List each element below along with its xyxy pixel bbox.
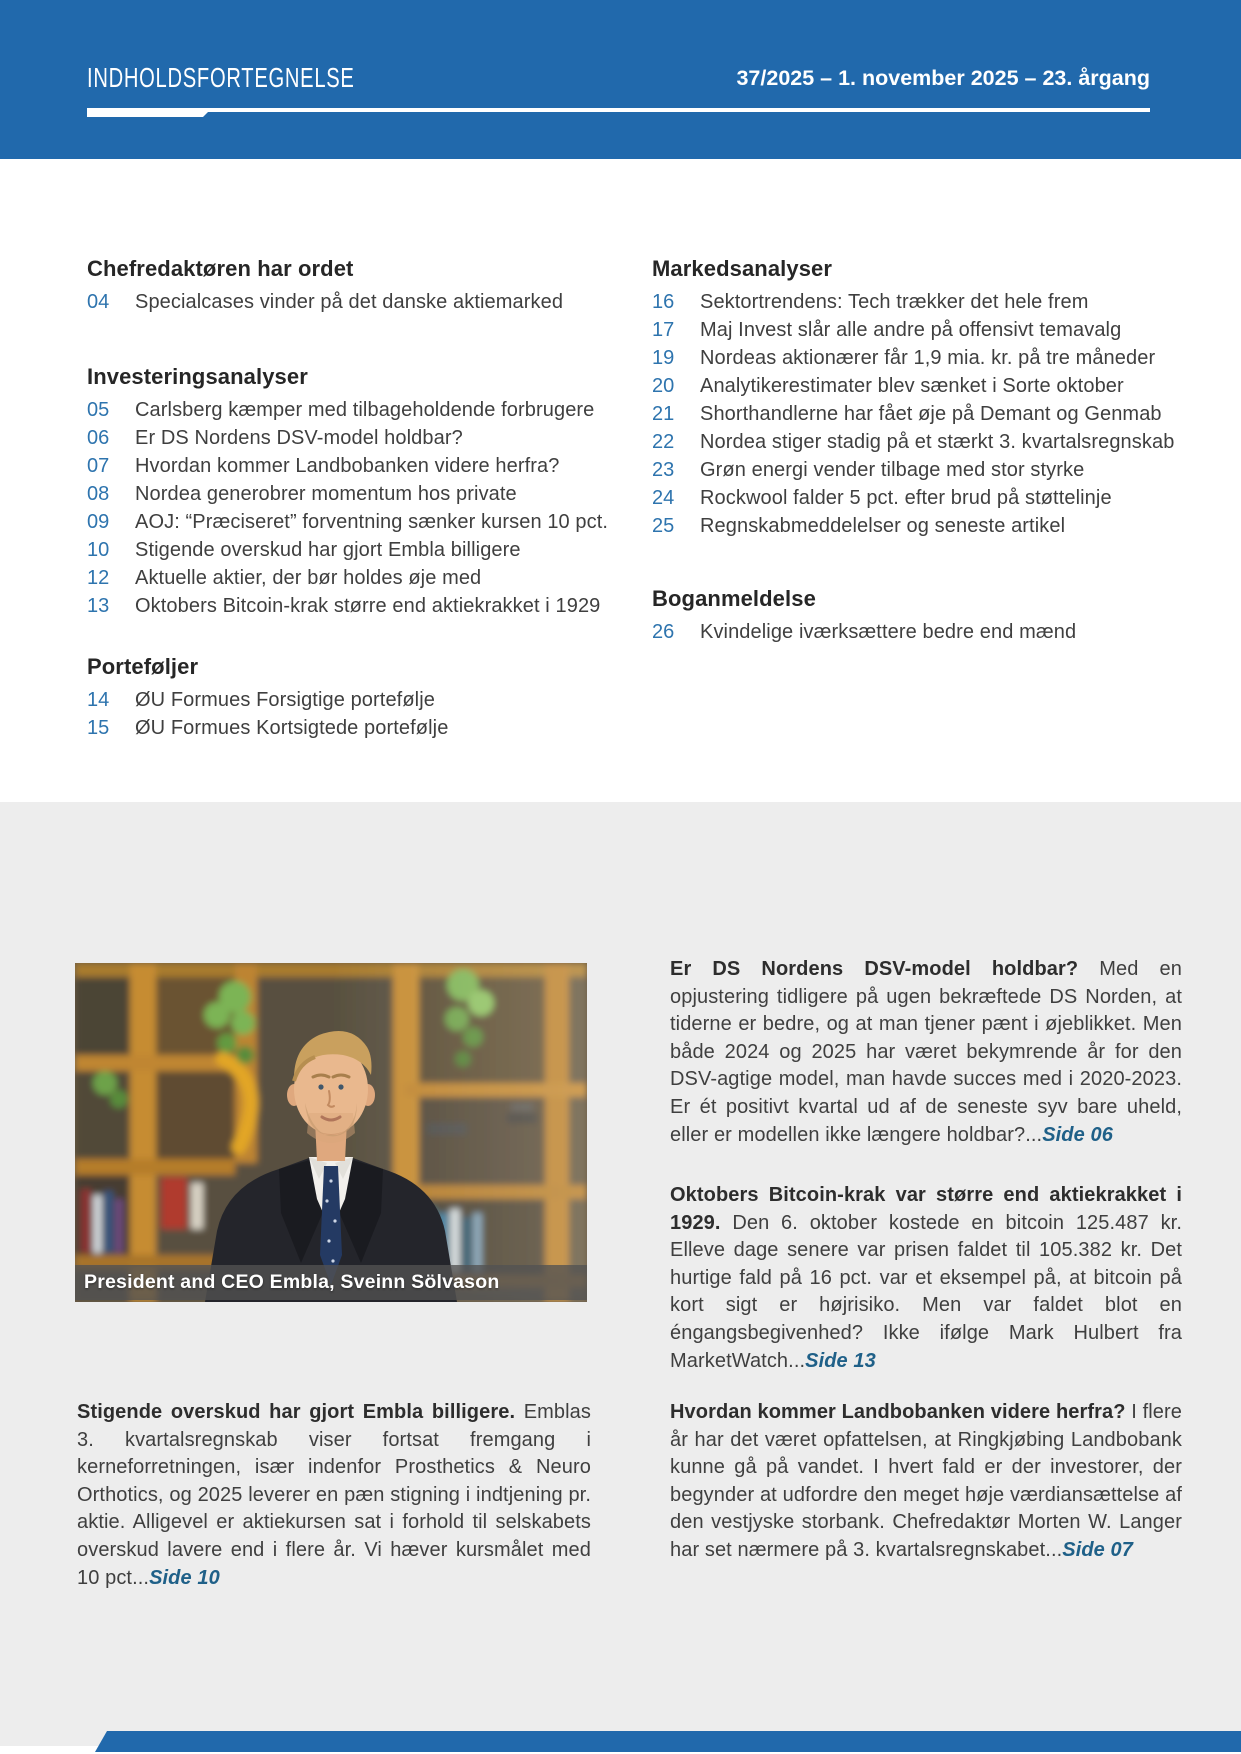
toc-entry-page: 20 bbox=[652, 375, 675, 397]
toc-entry-page: 06 bbox=[87, 427, 110, 449]
toc-entry[interactable] bbox=[87, 564, 632, 592]
teaser-bitcoin-krak bbox=[670, 1182, 1182, 1375]
toc-section-markedsanalyser bbox=[652, 256, 1197, 540]
teaser-ds-norden bbox=[670, 956, 1182, 1149]
toc-entry[interactable] bbox=[87, 480, 632, 508]
toc-entry[interactable] bbox=[652, 512, 1197, 540]
photo-caption: President and CEO Embla, Sveinn Sölvason bbox=[75, 1265, 587, 1300]
toc-entry-page: 16 bbox=[652, 291, 675, 313]
teaser-body: Emblas 3. kvartalsregnskab viser fortsat fremgang i kerneforretningen, især indenfor Prosthetics & Neuro Orthotics, og 2025 leverer en pæn stigning i indtjening pr. aktie. Alligevel er aktiekursen sat i forhold til selskabets overskud lavere end i flere år. Vi hæver kursmålet med 10 pct... bbox=[77, 1401, 591, 1589]
toc-entry-page: 22 bbox=[652, 431, 675, 453]
page-title: INDHOLDSFORTEGNELSE bbox=[87, 62, 355, 93]
toc-entry-title: Maj Invest slår alle andre på offensivt temavalg bbox=[700, 319, 1122, 341]
toc-entry-page: 17 bbox=[652, 319, 675, 341]
header-rule-accent bbox=[87, 108, 212, 117]
toc-section-heading: Porteføljer bbox=[87, 654, 199, 679]
toc-entry-title: Nordea stiger stadig på et stærkt 3. kvartalsregnskab bbox=[700, 431, 1175, 453]
toc-entry-title: AOJ: “Præciseret” forventning sænker kursen 10 pct. bbox=[135, 511, 609, 533]
toc-entry[interactable] bbox=[87, 686, 632, 714]
toc-entry[interactable] bbox=[87, 452, 632, 480]
toc-entry-title: Nordeas aktionærer får 1,9 mia. kr. på tre måneder bbox=[700, 347, 1156, 369]
toc-entry[interactable] bbox=[652, 372, 1197, 400]
toc-entry-page: 15 bbox=[87, 717, 110, 739]
header-band bbox=[0, 0, 1241, 159]
portrait-illustration bbox=[75, 963, 587, 1302]
teaser-page-ref[interactable]: Side 13 bbox=[805, 1349, 876, 1372]
teaser-lead: Stigende overskud har gjort Embla billigere. bbox=[77, 1401, 516, 1423]
toc-entry-title: Specialcases vinder på det danske aktiemarked bbox=[135, 291, 564, 313]
toc-entry[interactable] bbox=[652, 484, 1197, 512]
toc-entry-page: 24 bbox=[652, 487, 675, 509]
toc-entry-title: Oktobers Bitcoin-krak større end aktiekrakket i 1929 bbox=[135, 595, 601, 617]
toc-entry-title: Er DS Nordens DSV-model holdbar? bbox=[135, 427, 463, 449]
toc-entry-page: 10 bbox=[87, 539, 110, 561]
toc-entry[interactable] bbox=[652, 344, 1197, 372]
toc-section-heading: Chefredaktøren har ordet bbox=[87, 256, 354, 281]
toc-entry[interactable] bbox=[652, 316, 1197, 344]
toc-entry-title: Rockwool falder 5 pct. efter brud på støttelinje bbox=[700, 487, 1112, 509]
issue-info: 37/2025 – 1. november 2025 – 23. årgang bbox=[736, 66, 1150, 90]
toc-entry-page: 08 bbox=[87, 483, 110, 505]
toc-section-portefoljer bbox=[87, 654, 632, 742]
toc-right-column bbox=[652, 256, 1197, 646]
teaser-lead: Oktobers Bitcoin-krak var større end aktiekrakket i 1929. bbox=[670, 1184, 1182, 1234]
toc-entry-title: Regnskabmeddelelser og seneste artikel bbox=[700, 515, 1066, 537]
toc-entry-page: 04 bbox=[87, 291, 110, 313]
toc-entry-title: Sektortrendens: Tech trækker det hele frem bbox=[700, 291, 1089, 313]
toc-section-investeringsanalyser bbox=[87, 364, 632, 620]
toc-entry-page: 12 bbox=[87, 567, 110, 589]
teaser-body: Med en opjustering tidligere på ugen bekræftede DS Norden, at tiderne er bedre, og at man tjener pænt i øjeblikket. Men både 2024 og 2025 har været bekymrende år for den DSV-agtige model, man havde succes med i 2020-2023. Er ét positivt kvartal ud af de seneste syv bare uheld, eller er modellen ikke længere holdbar?... bbox=[670, 958, 1182, 1146]
teaser-lead: Er DS Nordens DSV-model holdbar? bbox=[670, 958, 1079, 980]
teaser-body: I flere år har det været opfattelsen, at Ringkjøbing Landbobank kunne gå på vandet. I hvert fald er der investorer, der begynder at udfordre den meget høje værdiansættelse af den vestjyske storbank. Chefredaktør Morten W. Langer har set nærmere på 3. kvartalsregnskabet... bbox=[670, 1401, 1182, 1561]
toc-entry[interactable] bbox=[652, 428, 1197, 456]
toc-section-heading: Boganmeldelse bbox=[652, 586, 816, 611]
toc-entry-page: 19 bbox=[652, 347, 675, 369]
toc-entry-title: Shorthandlerne har fået øje på Demant og Genmab bbox=[700, 403, 1162, 425]
toc-entry[interactable] bbox=[652, 400, 1197, 428]
toc-left-column bbox=[87, 256, 632, 742]
toc-entry-page: 23 bbox=[652, 459, 675, 481]
toc-entry[interactable] bbox=[652, 288, 1197, 316]
teaser-lead: Hvordan kommer Landbobanken videre herfra? bbox=[670, 1401, 1126, 1423]
toc-entry[interactable] bbox=[87, 288, 632, 316]
footer-accent-bar bbox=[95, 1731, 1241, 1752]
toc-section-heading: Investeringsanalyser bbox=[87, 364, 308, 389]
toc-section-chefredaktoren bbox=[87, 256, 632, 316]
toc-entry[interactable] bbox=[652, 456, 1197, 484]
toc-entry-page: 05 bbox=[87, 399, 110, 421]
teaser-page-ref[interactable]: Side 07 bbox=[1062, 1538, 1134, 1561]
toc-entry-title: ØU Formues Kortsigtede portefølje bbox=[135, 717, 449, 739]
toc-entry[interactable] bbox=[87, 536, 632, 564]
toc-entry-page: 26 bbox=[652, 621, 675, 643]
toc-entry[interactable] bbox=[87, 396, 632, 424]
toc-entry-page: 14 bbox=[87, 689, 110, 711]
toc-entry-title: Aktuelle aktier, der bør holdes øje med bbox=[135, 567, 482, 589]
toc-entry[interactable] bbox=[87, 508, 632, 536]
toc-entry-title: ØU Formues Forsigtige portefølje bbox=[135, 689, 435, 711]
toc-section-heading: Markedsanalyser bbox=[652, 256, 833, 281]
toc-entry[interactable] bbox=[652, 618, 1197, 646]
toc-entry[interactable] bbox=[87, 592, 632, 620]
toc-section-boganmeldelse bbox=[652, 586, 1197, 646]
toc-entry-title: Grøn energi vender tilbage med stor styrke bbox=[700, 459, 1085, 481]
toc-entry-title: Hvordan kommer Landbobanken videre herfra? bbox=[135, 455, 560, 477]
toc-entry-title: Nordea generobrer momentum hos private bbox=[135, 483, 517, 505]
header-rule bbox=[87, 108, 1150, 112]
ceo-portrait-photo bbox=[75, 963, 587, 1302]
teaser-body: Den 6. oktober kostede en bitcoin 125.487 kr. Elleve dage senere var prisen faldet til 105.382 kr. Det hurtige fald på 16 pct. var et eksempel på, at bitcoin på kort sigt er højrisiko. Men var faldet blot en éngangsbegivenhed? Ikke ifølge Mark Hulbert fra MarketWatch... bbox=[670, 1211, 1182, 1372]
toc-entry-page: 21 bbox=[652, 403, 675, 425]
teaser-page-ref[interactable]: Side 10 bbox=[149, 1566, 220, 1589]
toc-entry-title: Kvindelige iværksættere bedre end mænd bbox=[700, 621, 1077, 643]
toc-entry-page: 25 bbox=[652, 515, 675, 537]
teaser-landbobanken bbox=[670, 1399, 1182, 1565]
toc-entry[interactable] bbox=[87, 714, 632, 742]
teaser-page-ref[interactable]: Side 06 bbox=[1042, 1123, 1113, 1146]
toc-entry-page: 13 bbox=[87, 595, 110, 617]
toc-entry[interactable] bbox=[87, 424, 632, 452]
toc-entry-title: Analytikerestimater blev sænket i Sorte oktober bbox=[700, 375, 1124, 397]
toc-entry-page: 09 bbox=[87, 511, 110, 533]
toc-entry-title: Carlsberg kæmper med tilbageholdende forbrugere bbox=[135, 399, 595, 421]
toc-entry-title: Stigende overskud har gjort Embla billigere bbox=[135, 539, 521, 561]
teaser-embla bbox=[77, 1399, 591, 1592]
toc-entry-page: 07 bbox=[87, 455, 110, 477]
